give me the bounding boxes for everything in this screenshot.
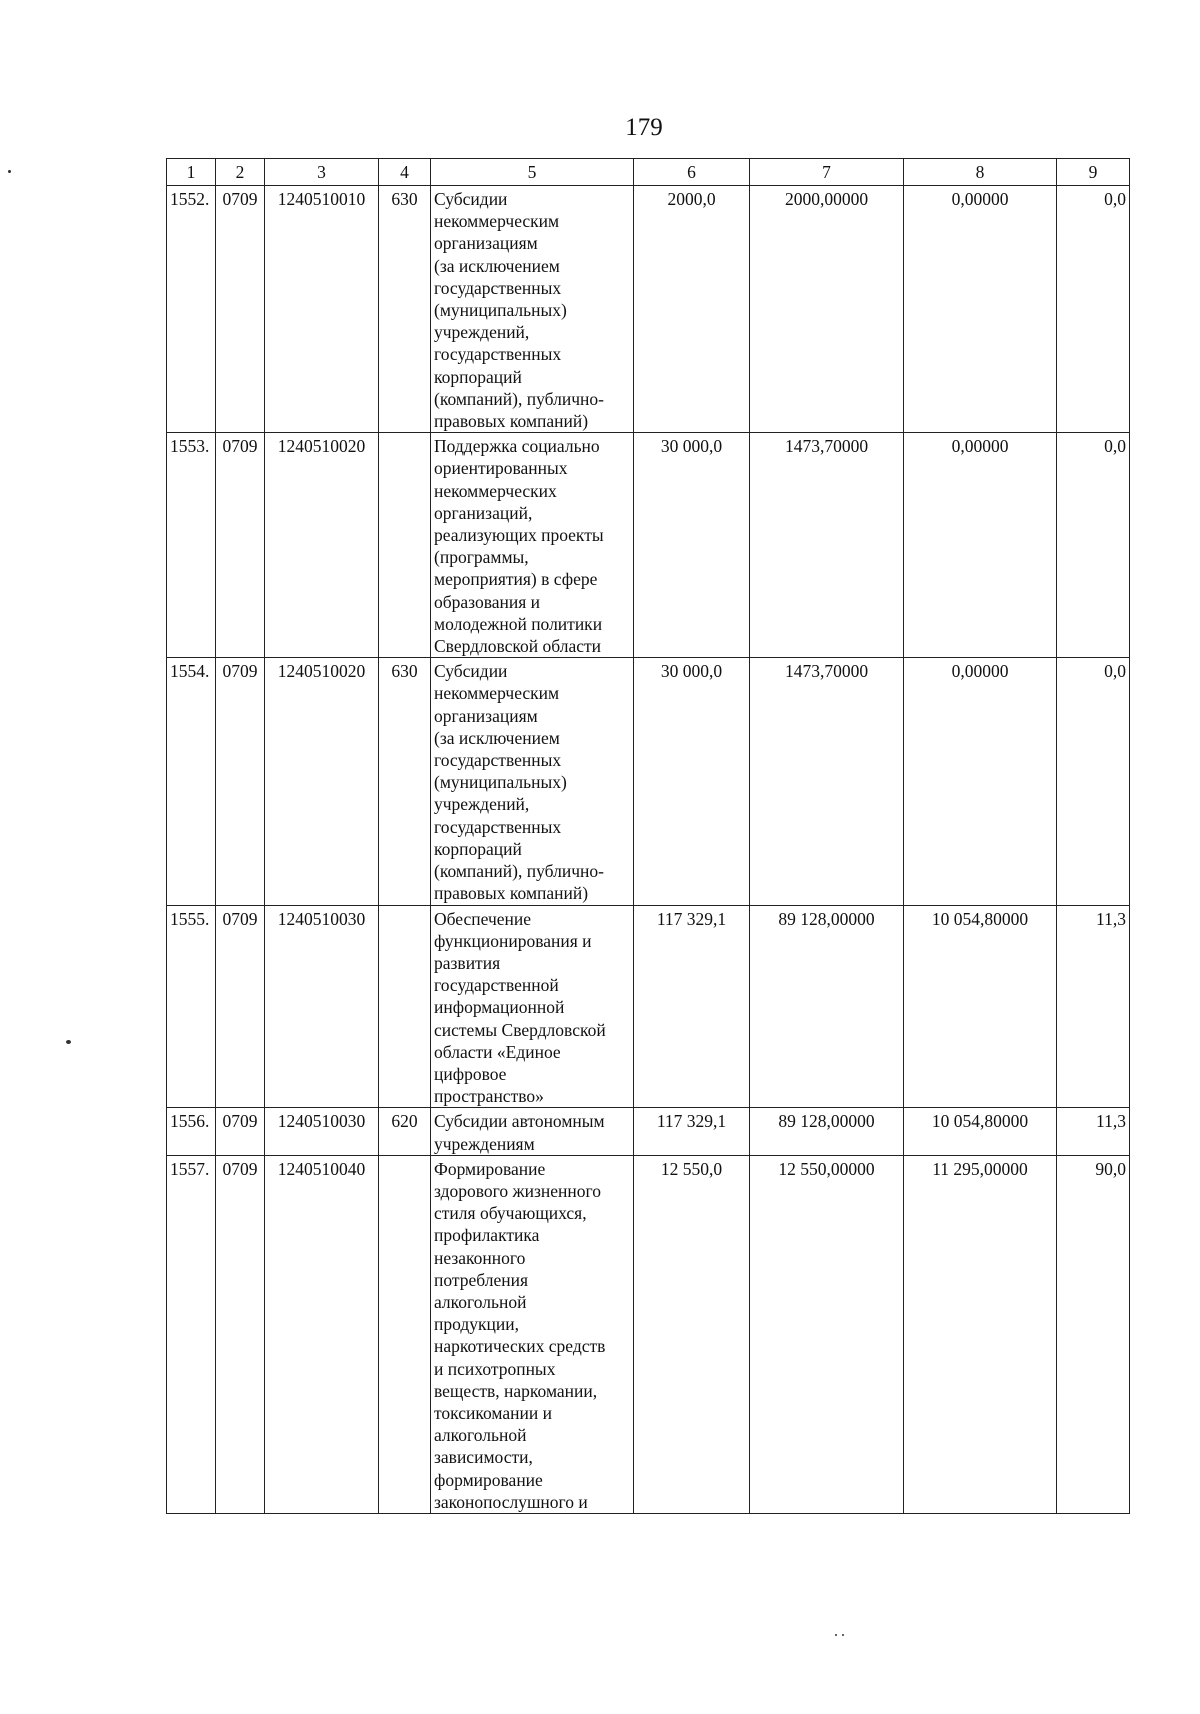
row-number-cell: 1552.	[167, 186, 216, 433]
header-row	[167, 159, 1130, 186]
scan-speck	[8, 170, 11, 173]
value-col6-cell: 117 329,1	[634, 1108, 750, 1155]
article-code-cell: 1240510040	[265, 1155, 379, 1513]
column-header: 7	[750, 159, 904, 186]
row-name-line: государственных	[434, 750, 562, 771]
expense-type-cell	[379, 433, 431, 658]
section-code-cell: 0709	[216, 1155, 265, 1513]
section-code-cell: 0709	[216, 658, 265, 905]
row-name-line: алкогольной	[434, 1425, 527, 1446]
table-row	[167, 433, 1130, 658]
row-name-line: (за исключением	[434, 255, 560, 276]
row-name-line: (программы,	[434, 547, 529, 568]
value-col8-cell: 10 054,80000	[904, 1108, 1057, 1155]
row-name-line: (компаний), публично-	[434, 861, 604, 882]
row-name-line: правовых компаний)	[434, 883, 589, 904]
row-number-cell: 1554.	[167, 658, 216, 905]
row-name-line: токсикомании и	[434, 1402, 552, 1423]
row-name-line: зависимости,	[434, 1447, 533, 1468]
value-col7-cell: 2000,00000	[750, 186, 904, 433]
article-code-cell: 1240510010	[265, 186, 379, 433]
section-code-cell: 0709	[216, 186, 265, 433]
row-name-line: государственных	[434, 344, 562, 365]
row-name-line: стиля обучающихся,	[434, 1203, 587, 1224]
expense-type-cell	[379, 1155, 431, 1513]
row-name-line: правовых компаний)	[434, 411, 589, 432]
row-name-line: Свердловской области	[434, 636, 602, 657]
row-name-line: наркотических средств	[434, 1336, 606, 1357]
row-name-line: некоммерческим	[434, 683, 560, 704]
row-name-cell	[431, 905, 634, 1108]
row-name-line: профилактика	[434, 1225, 540, 1246]
value-col6-cell: 117 329,1	[634, 905, 750, 1108]
row-name-cell	[431, 658, 634, 905]
value-col9-cell: 0,0	[1057, 186, 1130, 433]
row-name-line: образования и	[434, 591, 541, 612]
row-name-line: ориентированных	[434, 458, 568, 479]
row-name-line: корпораций	[434, 366, 522, 387]
value-col8-cell: 0,00000	[904, 658, 1057, 905]
row-name-line: развития	[434, 952, 501, 973]
row-name-line: учреждениям	[434, 1133, 535, 1154]
value-col6-cell: 12 550,0	[634, 1155, 750, 1513]
article-code-cell: 1240510030	[265, 1108, 379, 1155]
value-col6-cell: 2000,0	[634, 186, 750, 433]
value-col7-cell: 89 128,00000	[750, 1108, 904, 1155]
row-name-line: Формирование	[434, 1158, 546, 1179]
expense-type-cell: 620	[379, 1108, 431, 1155]
row-name-line: продукции,	[434, 1314, 519, 1335]
column-header: 1	[167, 159, 216, 186]
row-name-line: формирование	[434, 1469, 543, 1490]
expense-type-cell	[379, 905, 431, 1108]
value-col8-cell: 10 054,80000	[904, 905, 1057, 1108]
row-name-cell	[431, 433, 634, 658]
value-col9-cell: 11,3	[1057, 905, 1130, 1108]
row-number-cell: 1557.	[167, 1155, 216, 1513]
value-col9-cell: 0,0	[1057, 658, 1130, 905]
row-name-line: учреждений,	[434, 794, 530, 815]
row-name-line: веществ, наркомании,	[434, 1380, 598, 1401]
column-header: 4	[379, 159, 431, 186]
article-code-cell: 1240510020	[265, 433, 379, 658]
row-name-line: системы Свердловской	[434, 1019, 606, 1040]
row-name-line: цифровое	[434, 1063, 507, 1084]
row-name-line: информационной	[434, 997, 565, 1018]
value-col7-cell: 1473,70000	[750, 658, 904, 905]
row-name-line: и психотропных	[434, 1358, 556, 1379]
value-col7-cell: 89 128,00000	[750, 905, 904, 1108]
row-name-line: Субсидии автономным	[434, 1111, 605, 1132]
expense-type-cell: 630	[379, 658, 431, 905]
value-col8-cell: 0,00000	[904, 433, 1057, 658]
row-name-line: реализующих проекты	[434, 525, 604, 546]
row-name-line: (муниципальных)	[434, 772, 567, 793]
article-code-cell: 1240510020	[265, 658, 379, 905]
page-number: 179	[625, 114, 663, 141]
row-name-line: государственных	[434, 816, 562, 837]
column-header: 6	[634, 159, 750, 186]
budget-table	[166, 158, 1130, 1514]
row-number-cell: 1556.	[167, 1108, 216, 1155]
table-row	[167, 658, 1130, 905]
row-name-cell	[431, 1108, 634, 1155]
value-col8-cell: 0,00000	[904, 186, 1057, 433]
row-name-line: Субсидии	[434, 661, 508, 682]
column-header: 5	[431, 159, 634, 186]
scan-speck	[835, 1634, 837, 1636]
row-name-line: учреждений,	[434, 322, 530, 343]
row-name-line: законопослушного и	[434, 1491, 588, 1512]
table-row	[167, 905, 1130, 1108]
table-row	[167, 1155, 1130, 1513]
column-header: 8	[904, 159, 1057, 186]
section-code-cell: 0709	[216, 1108, 265, 1155]
row-name-line: организациям	[434, 233, 538, 254]
row-name-line: (за исключением	[434, 727, 560, 748]
row-name-line: незаконного	[434, 1247, 526, 1268]
row-name-line: организаций,	[434, 502, 533, 523]
row-name-line: области «Единое	[434, 1041, 561, 1062]
value-col7-cell: 1473,70000	[750, 433, 904, 658]
value-col9-cell: 11,3	[1057, 1108, 1130, 1155]
row-name-line: молодежной политики	[434, 613, 603, 634]
row-number-cell: 1555.	[167, 905, 216, 1108]
row-name-line: государственной	[434, 975, 559, 996]
row-name-line: мероприятия) в сфере	[434, 569, 598, 590]
row-name-line: некоммерческим	[434, 211, 560, 232]
scan-speck	[842, 1634, 844, 1636]
row-name-cell	[431, 1155, 634, 1513]
row-name-line: алкогольной	[434, 1291, 527, 1312]
table-body	[167, 186, 1130, 1514]
section-code-cell: 0709	[216, 433, 265, 658]
row-name-cell	[431, 186, 634, 433]
row-name-line: Субсидии	[434, 189, 508, 209]
row-name-line: организациям	[434, 705, 538, 726]
value-col6-cell: 30 000,0	[634, 433, 750, 658]
article-code-cell: 1240510030	[265, 905, 379, 1108]
row-name-line: (муниципальных)	[434, 300, 567, 321]
row-name-line: Обеспечение	[434, 908, 532, 929]
row-name-line: (компаний), публично-	[434, 388, 604, 409]
expense-type-cell: 630	[379, 186, 431, 433]
scan-speck	[66, 1040, 71, 1044]
row-name-line: потребления	[434, 1269, 529, 1290]
section-code-cell: 0709	[216, 905, 265, 1108]
row-name-line: некоммерческих	[434, 480, 557, 501]
row-name-line: корпораций	[434, 838, 522, 859]
value-col9-cell: 90,0	[1057, 1155, 1130, 1513]
value-col6-cell: 30 000,0	[634, 658, 750, 905]
column-header: 3	[265, 159, 379, 186]
value-col7-cell: 12 550,00000	[750, 1155, 904, 1513]
table-row	[167, 1108, 1130, 1155]
row-name-line: здорового жизненного	[434, 1180, 601, 1201]
row-name-line: Поддержка социально	[434, 436, 600, 457]
row-number-cell: 1553.	[167, 433, 216, 658]
row-name-line: функционирования и	[434, 930, 592, 951]
column-header: 2	[216, 159, 265, 186]
row-name-line: пространство»	[434, 1086, 544, 1107]
value-col9-cell: 0,0	[1057, 433, 1130, 658]
table-row	[167, 186, 1130, 433]
value-col8-cell: 11 295,00000	[904, 1155, 1057, 1513]
column-header: 9	[1057, 159, 1130, 186]
row-name-line: государственных	[434, 277, 562, 298]
